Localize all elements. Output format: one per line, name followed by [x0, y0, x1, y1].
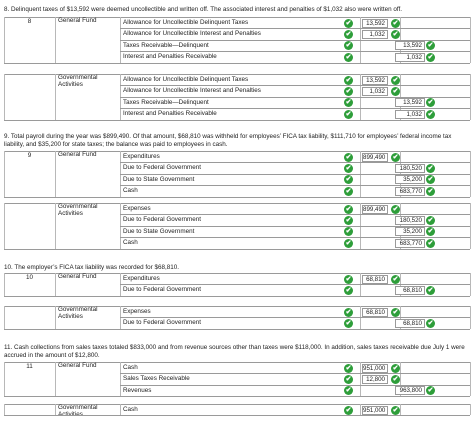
check-icon: ✔	[345, 387, 352, 395]
credit-amount[interactable]: 13,592	[395, 98, 425, 107]
fund-name: General Fund	[58, 362, 97, 369]
check-icon: ✔	[345, 99, 352, 107]
check-icon: ✔	[345, 319, 352, 327]
check-icon: ✔	[345, 76, 352, 84]
check-icon: ✔	[345, 153, 352, 161]
check-icon: ✔	[392, 364, 399, 372]
account-name: Taxes Receivable—Delinquent	[123, 98, 209, 106]
column-divider	[55, 203, 56, 249]
column-divider	[55, 273, 56, 296]
check-icon: ✔	[427, 228, 434, 236]
check-icon: ✔	[345, 30, 352, 38]
account-name: Allowance for Uncollectible Delinquent Taxes	[123, 76, 249, 83]
check-icon: ✔	[392, 406, 399, 414]
column-divider	[470, 203, 471, 249]
column-divider	[470, 151, 471, 197]
row-divider	[4, 296, 470, 297]
account-name: Expenditures	[123, 275, 160, 282]
check-icon: ✔	[345, 164, 352, 172]
debit-amount[interactable]: 899,490	[362, 153, 388, 162]
account-name: Revenues	[123, 386, 152, 394]
debit-amount[interactable]: 899,490	[362, 205, 388, 214]
check-icon: ✔	[345, 286, 352, 294]
check-icon: ✔	[345, 216, 352, 224]
credit-amount[interactable]: 35,200	[395, 175, 425, 184]
debit-amount[interactable]: 951,000	[362, 364, 388, 373]
entry-number: 11	[26, 363, 33, 370]
entry-number: 8	[27, 18, 32, 25]
credit-amount[interactable]: 683,770	[395, 239, 425, 248]
check-icon: ✔	[427, 216, 434, 224]
check-icon: ✔	[345, 239, 352, 247]
row-divider	[120, 28, 470, 29]
credit-amount[interactable]: 35,200	[395, 227, 425, 236]
check-icon: ✔	[427, 176, 434, 184]
debit-amount[interactable]: 68,810	[362, 308, 388, 317]
account-name: Allowance for Uncollectible Interest and Penalties	[123, 87, 261, 95]
check-icon: ✔	[345, 42, 352, 50]
check-icon: ✔	[345, 87, 352, 95]
check-icon: ✔	[345, 110, 352, 118]
check-icon: ✔	[392, 375, 399, 383]
column-divider	[55, 151, 56, 197]
credit-amount[interactable]: 13,592	[395, 41, 425, 50]
check-icon: ✔	[345, 364, 352, 372]
column-divider	[470, 404, 471, 415]
account-name: Sales Taxes Receivable	[123, 375, 190, 383]
account-name: Cash	[123, 187, 138, 195]
column-divider	[120, 362, 121, 396]
check-icon: ✔	[392, 153, 399, 161]
column-divider	[470, 273, 471, 296]
check-icon: ✔	[345, 228, 352, 236]
debit-amount[interactable]: 68,810	[362, 275, 388, 284]
check-icon: ✔	[345, 308, 352, 316]
entry-number: 9	[27, 152, 32, 159]
account-name: Due to Federal Government	[123, 164, 202, 172]
fund-name: General Fund	[58, 17, 97, 24]
debit-amount[interactable]: 13,592	[362, 19, 388, 28]
row-divider	[120, 85, 470, 86]
fund-name: Governmental Activities	[58, 203, 98, 217]
credit-amount[interactable]: 683,770	[395, 187, 425, 196]
fund-name: General Fund	[58, 151, 97, 158]
credit-amount[interactable]: 1,032	[395, 53, 425, 62]
account-name: Interest and Penalties Receivable	[123, 53, 217, 61]
fund-name: General Fund	[58, 273, 97, 280]
account-name: Interest and Penalties Receivable	[123, 110, 217, 118]
check-icon: ✔	[427, 286, 434, 294]
check-icon: ✔	[392, 87, 399, 95]
check-icon: ✔	[392, 275, 399, 283]
row-divider	[4, 63, 470, 64]
row-divider	[4, 249, 470, 250]
column-divider	[4, 203, 5, 249]
check-icon: ✔	[427, 187, 434, 195]
check-icon: ✔	[345, 205, 352, 213]
account-name: Due to State Government	[123, 175, 195, 183]
credit-amount[interactable]: 68,810	[395, 319, 425, 328]
column-divider	[360, 362, 361, 396]
column-divider	[470, 17, 471, 63]
fund-name: Governmental Activities	[58, 404, 98, 418]
check-icon: ✔	[427, 164, 434, 172]
debit-amount[interactable]: 12,800	[362, 375, 388, 384]
check-icon: ✔	[345, 53, 352, 61]
column-divider	[360, 404, 361, 415]
row-divider	[120, 373, 470, 374]
credit-amount[interactable]: 180,520	[395, 164, 425, 173]
column-divider	[470, 74, 471, 120]
row-divider	[4, 396, 470, 397]
check-icon: ✔	[392, 19, 399, 27]
account-name: Due to Federal Government	[123, 319, 202, 327]
column-divider	[4, 74, 5, 120]
account-name: Allowance for Uncollectible Delinquent Taxes	[123, 19, 249, 26]
check-icon: ✔	[392, 308, 399, 316]
check-icon: ✔	[427, 319, 434, 327]
account-name: Cash	[123, 364, 138, 371]
entry-number: 10	[25, 274, 33, 281]
check-icon: ✔	[345, 187, 352, 195]
account-name: Due to State Government	[123, 227, 195, 235]
column-divider	[120, 404, 121, 415]
account-name: Due to Federal Government	[123, 216, 202, 224]
account-name: Allowance for Uncollectible Interest and Penalties	[123, 30, 261, 38]
column-divider	[55, 362, 56, 396]
column-divider	[400, 404, 401, 415]
account-name: Cash	[123, 239, 138, 247]
column-divider	[470, 306, 471, 329]
credit-amount[interactable]: 963,800	[395, 386, 425, 395]
debit-amount[interactable]: 1,032	[362, 30, 388, 39]
account-name: Expenses	[123, 205, 151, 212]
check-icon: ✔	[427, 239, 434, 247]
check-icon: ✔	[345, 176, 352, 184]
entry-description: 9. Total payroll during the year was $899,490. Of that amount, $68,810 was withheld for employees’ FICA tax liability, $111,710 for employees’ federal income tax liability, and $35,200 for state taxes; the balance was paid to employees in cash.	[4, 133, 452, 148]
debit-amount[interactable]: 1,032	[362, 87, 388, 96]
account-name: Cash	[123, 406, 138, 413]
debit-amount[interactable]: 13,592	[362, 76, 388, 85]
account-name: Expenditures	[123, 153, 160, 160]
column-divider	[4, 306, 5, 329]
check-icon: ✔	[392, 205, 399, 213]
row-divider	[4, 415, 470, 416]
check-icon: ✔	[427, 42, 434, 50]
column-divider	[470, 362, 471, 396]
column-divider	[4, 404, 5, 415]
entry-description: 11. Cash collections from sales taxes totaled $833,000 and from revenue sources other than taxes were $118,000. In addition, sales taxes receivable due July 1 were accrued in the amount of $12,800.	[4, 344, 465, 359]
check-icon: ✔	[427, 387, 434, 395]
account-name: Due to Federal Government	[123, 286, 202, 294]
account-name: Expenses	[123, 308, 151, 315]
credit-amount[interactable]: 1,032	[395, 110, 425, 119]
check-icon: ✔	[345, 275, 352, 283]
column-divider	[55, 74, 56, 120]
check-icon: ✔	[345, 406, 352, 414]
entry-description: 10. The employer’s FICA tax liability was recorded for $68,810.	[4, 264, 180, 271]
row-divider	[4, 329, 470, 330]
column-divider	[55, 404, 56, 415]
check-icon: ✔	[392, 76, 399, 84]
fund-name: Governmental Activities	[58, 306, 98, 320]
column-divider	[55, 17, 56, 63]
credit-amount[interactable]: 180,520	[395, 216, 425, 225]
row-divider	[4, 120, 470, 121]
account-name: Taxes Receivable—Delinquent	[123, 41, 209, 49]
check-icon: ✔	[345, 375, 352, 383]
debit-amount[interactable]: 951,000	[362, 406, 388, 415]
check-icon: ✔	[345, 19, 352, 27]
credit-amount[interactable]: 68,810	[395, 286, 425, 295]
check-icon: ✔	[427, 99, 434, 107]
check-icon: ✔	[392, 30, 399, 38]
entry-description: 8. Delinquent taxes of $13,592 were deemed uncollectible and written off. The associated interest and penalties of $1,032 also were written off.	[4, 6, 403, 13]
fund-name: Governmental Activities	[58, 74, 98, 88]
column-divider	[55, 306, 56, 329]
check-icon: ✔	[427, 53, 434, 61]
row-divider	[4, 197, 470, 198]
check-icon: ✔	[427, 110, 434, 118]
